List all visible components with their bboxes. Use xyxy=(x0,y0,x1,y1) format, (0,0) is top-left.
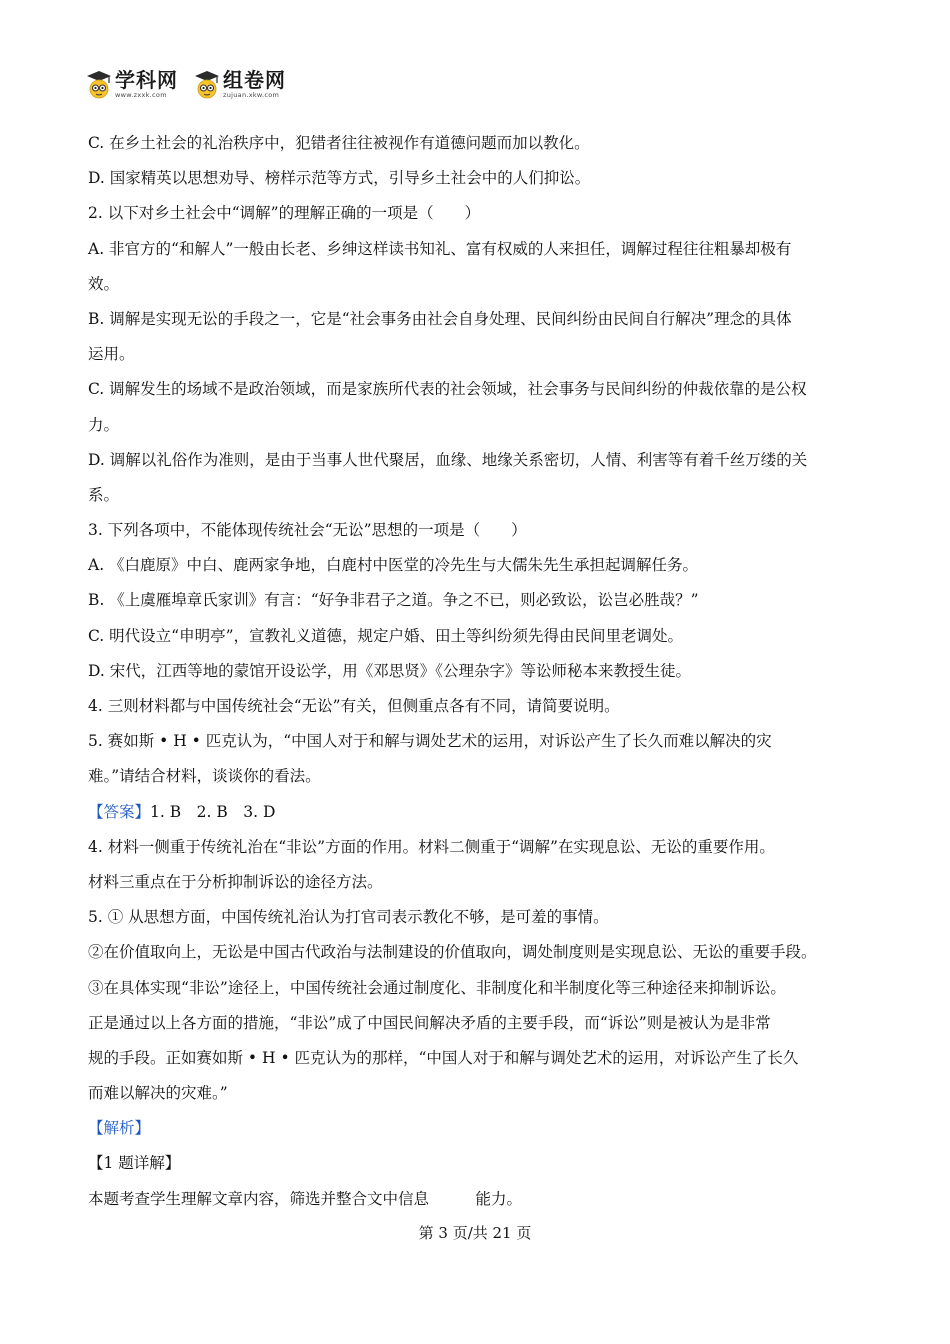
text-line: D. 调解以礼俗作为准则，是由于当事人世代聚居，血缘、地缘关系密切，人情、利害等有着千丝万缕的关 xyxy=(88,450,808,469)
text-line: ②在价值取向上，无讼是中国古代政治与法制建设的价值取向，调处制度则是实现息讼、无讼的重要手段。 xyxy=(88,943,817,962)
xuekewang-logo xyxy=(86,70,178,100)
text-line: 4. 材料一侧重于传统礼治在“非讼”方面的作用。材料二侧重于“调解”在实现息讼、无讼的重要作用。 xyxy=(88,837,775,856)
text-line: 力。 xyxy=(88,415,120,434)
text-line: 难。”请结合材料，谈谈你的看法。 xyxy=(88,767,321,786)
text-line: 本题考查学生理解文章内容，筛选并整合文中信息 能力。 xyxy=(88,1189,523,1208)
text-line: ③在具体实现“非讼”途径上，中国传统社会通过制度化、非制度化和半制度化等三种途径来抑制诉讼。 xyxy=(88,978,786,997)
analysis-label: 【解析】 xyxy=(88,1119,151,1138)
detail-heading: 【1 题详解】 xyxy=(88,1154,181,1173)
question-4: 4. 三则材料都与中国传统社会“无讼”有关，但侧重点各有不同，请简要说明。 xyxy=(88,697,620,715)
text-line: D. 国家精英以思想劝导、榜样示范等方式，引导乡土社会中的人们抑讼。 xyxy=(88,169,591,188)
text-line: 运用。 xyxy=(88,345,135,364)
text-line: B. 《上虞雁埠章氏家训》有言：“好争非君子之道。争之不已，则必致讼，讼岂必胜哉？” xyxy=(88,591,699,610)
text-line: C. 明代设立“申明亭”，宣教礼义道德，规定户婚、田土等纠纷须先得由民间里老调处。 xyxy=(88,626,684,645)
zujuanwang-logo xyxy=(194,70,286,100)
text-line: 规的手段。正如赛如斯 • H • 匹克认为的那样，“中国人对于和解与调处艺术的运用，对诉讼产生了长久 xyxy=(88,1048,799,1067)
answer-text: 1. B 2. B 3. D xyxy=(150,802,276,821)
question-5: 5. 赛如斯 • H • 匹克认为，“中国人对于和解与调处艺术的运用，对诉讼产生了长久而难以解决的灾 xyxy=(88,732,772,751)
page-number: 第 3 页/共 21 页 xyxy=(418,1224,532,1242)
logo-name: 学科网 xyxy=(115,68,178,92)
header-logos xyxy=(86,70,286,106)
question-2: 2. 以下对乡土社会中“调解”的理解正确的一项是（ ） xyxy=(88,204,481,223)
text-line: 系。 xyxy=(88,485,120,504)
logo-url: zujuan.xkw.com xyxy=(223,91,280,99)
text-line: 材料三重点在于分析抑制诉讼的途径方法。 xyxy=(88,872,383,891)
text-line: C. 在乡土社会的礼治秩序中，犯错者往往被视作有道德问题而加以教化。 xyxy=(88,134,590,152)
text-line: 正是通过以上各方面的措施，“非讼”成了中国民间解决矛盾的主要手段，而“诉讼”则是被认为是非常 xyxy=(88,1013,771,1032)
text-line: 5. ① 从思想方面，中国传统礼治认为打官司表示教化不够，是可羞的事情。 xyxy=(88,908,609,927)
logo-name: 组卷网 xyxy=(223,68,286,92)
logo-url: www.zxxk.com xyxy=(115,91,167,99)
text-line: 效。 xyxy=(88,274,120,293)
text-line: C. 调解发生的场域不是政治领域，而是家族所代表的社会领域，社会事务与民间纠纷的仲裁依靠的是公权 xyxy=(88,380,807,399)
text-line: 而难以解决的灾难。” xyxy=(88,1084,228,1103)
text-line: A. 《白鹿原》中白、鹿两家争地，白鹿村中医堂的冷先生与大儒朱先生承担起调解任务。 xyxy=(88,556,699,575)
scholar-cap-icon xyxy=(194,70,220,100)
page-content xyxy=(88,126,870,1217)
question-3: 3. 下列各项中，不能体现传统社会“无讼”思想的一项是（ ） xyxy=(88,521,527,540)
text-line: B. 调解是实现无讼的手段之一，它是“社会事务由社会自身处理、民间纠纷由民间自行解决”理念的具体 xyxy=(88,309,792,328)
answer-label: 【答案】 xyxy=(88,802,151,821)
text-line: D. 宋代，江西等地的蒙馆开设讼学，用《邓思贤》《公理杂字》等讼师秘本来教授生徒。 xyxy=(88,661,691,680)
scholar-cap-icon xyxy=(86,70,112,100)
answer-line xyxy=(88,795,870,830)
text-line: A. 非官方的“和解人”一般由长老、乡绅这样读书知礼、富有权威的人来担任，调解过程往往粗暴却极有 xyxy=(88,239,792,258)
